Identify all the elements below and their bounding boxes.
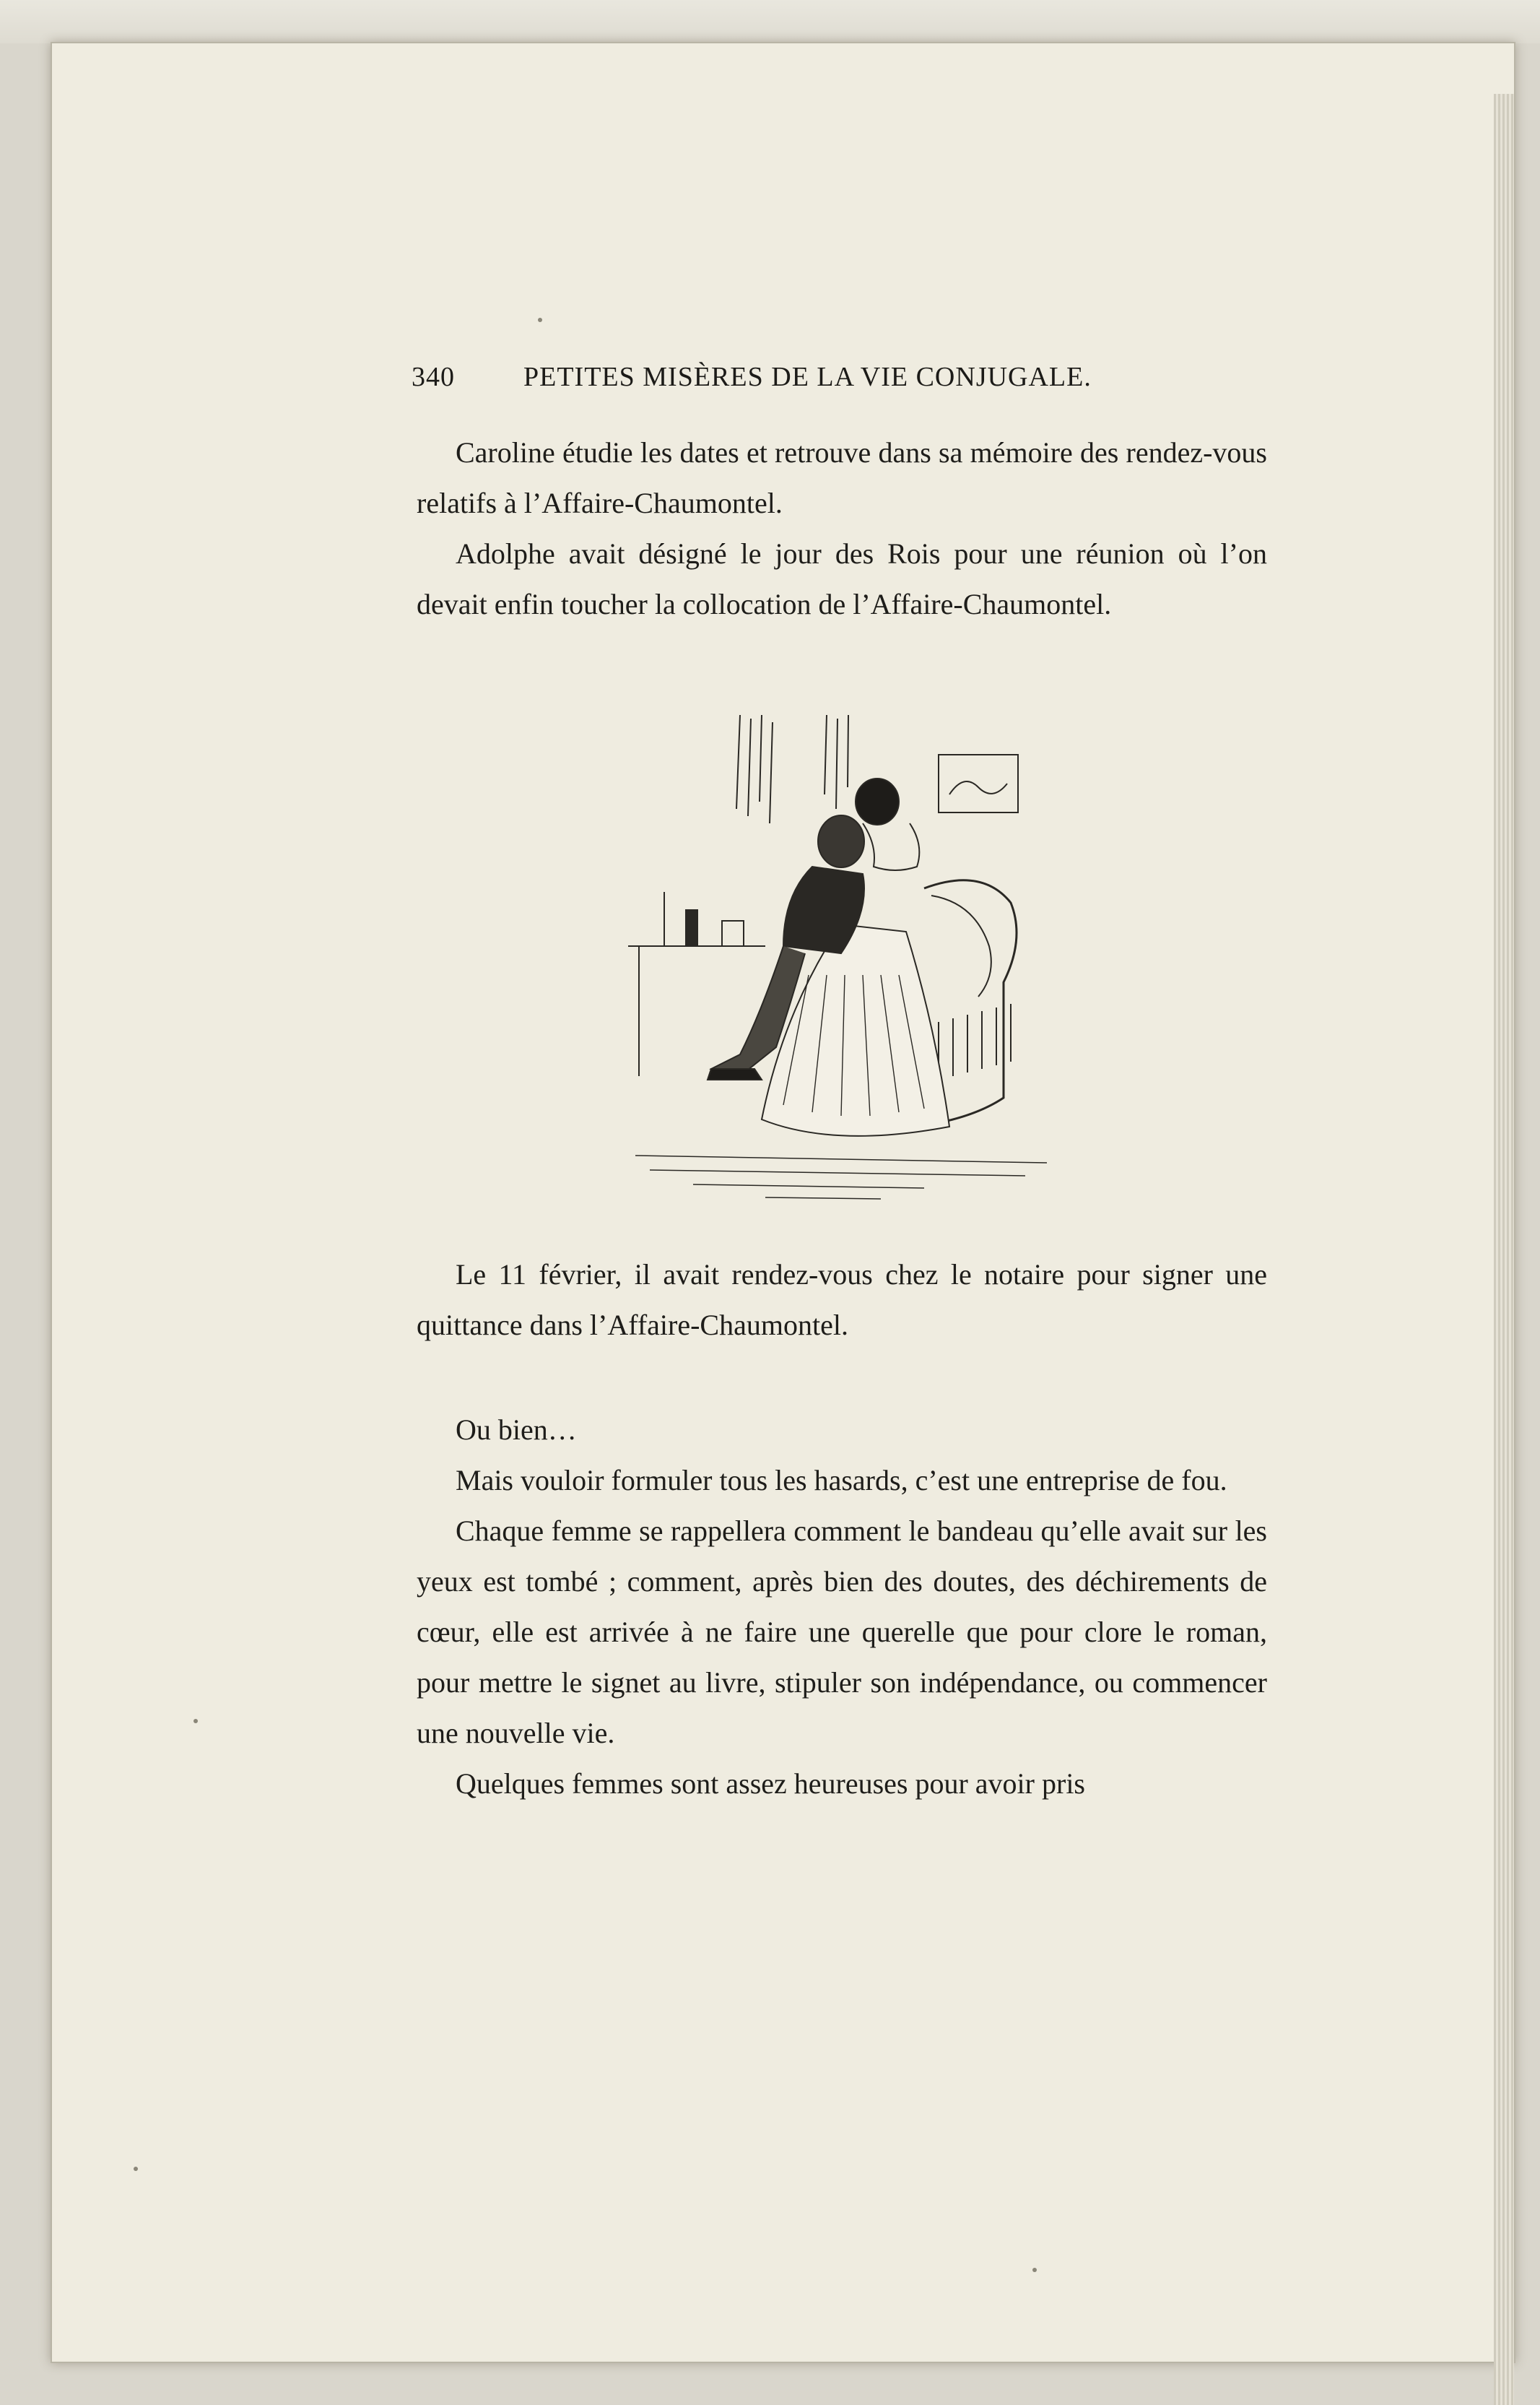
paper-speck	[134, 2167, 138, 2171]
text-block-top	[417, 428, 1267, 630]
paragraph: Ou bien…	[456, 1413, 577, 1446]
wall-picture	[939, 755, 1018, 812]
paragraph: Le 11 février, il avait rendez-vous chez le notaire pour signer une quittance dans l’Affaire-Chaumontel.	[417, 1258, 1267, 1341]
paragraph: Caroline étudie les dates et retrouve dans sa mémoire des rendez-vous relatifs à l’Affaire-Chaumontel.	[417, 436, 1267, 519]
paragraph: Adolphe avait désigné le jour des Rois pour une réunion où l’on devait enfin toucher la collocation de l’Affaire-Chaumontel.	[417, 537, 1267, 620]
paper-speck	[538, 318, 542, 322]
text-block-bottom	[417, 1405, 1267, 1809]
paragraph: Quelques femmes sont assez heureuses pour avoir pris	[456, 1767, 1085, 1800]
floor-lines	[635, 1156, 1047, 1199]
paragraph: Chaque femme se rappellera comment le bandeau qu’elle avait sur les yeux est tombé ; comment, après bien des doutes, des déchirements de cœur, elle est arrivée à ne faire une querelle que pour clore le roman, pour mettre le signet au livre, stipuler son indépendance, ou commencer une nouvelle vie.	[417, 1514, 1267, 1749]
page-fore-edge	[1494, 94, 1514, 2405]
paper-speck	[193, 1719, 198, 1723]
scan-background	[0, 0, 1540, 43]
curtain-hatching	[736, 715, 848, 823]
engraving-illustration	[621, 715, 1076, 1206]
woman-hair	[856, 779, 899, 825]
paper-speck	[1032, 2268, 1037, 2272]
text-block-middle	[417, 1249, 1267, 1351]
page-number: 340	[412, 362, 455, 392]
running-title: PETITES MISÈRES DE LA VIE CONJUGALE.	[523, 362, 1092, 392]
man-head	[818, 815, 864, 867]
paragraph: Mais vouloir formuler tous les hasards, c’est une entreprise de fou.	[456, 1464, 1227, 1496]
